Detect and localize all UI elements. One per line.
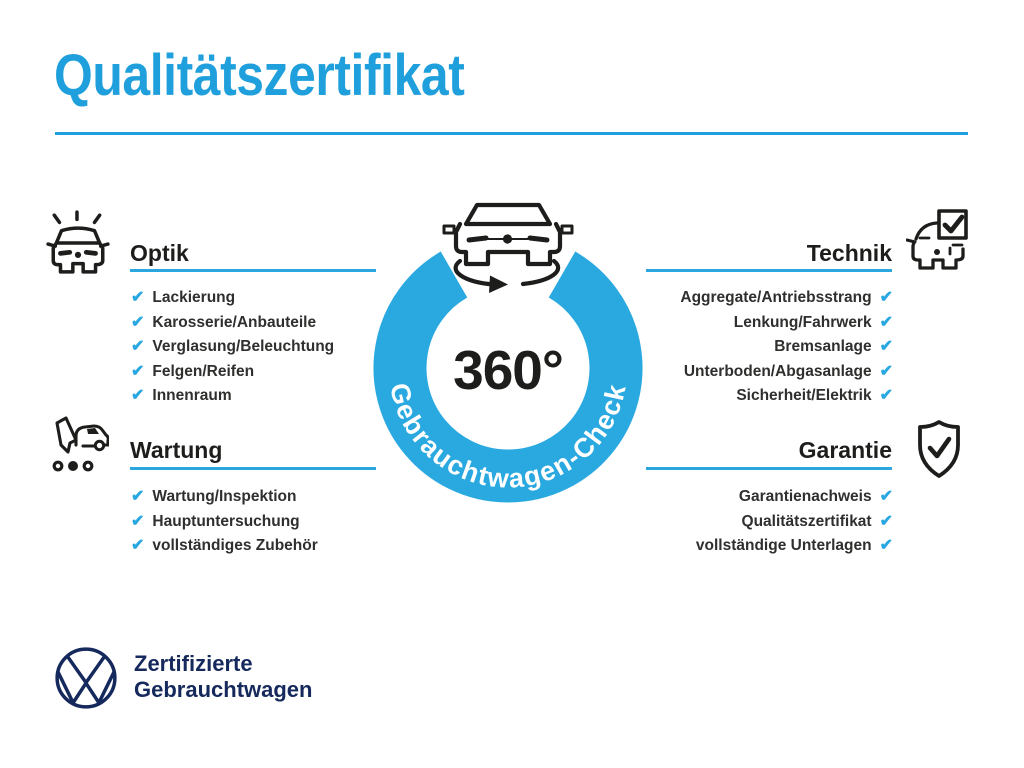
section-title-wartung: Wartung: [130, 437, 223, 463]
section-rule-optik: [130, 269, 376, 272]
badge-360-check: [348, 183, 672, 517]
list-item: Qualitätszertifikat ✔: [741, 512, 893, 530]
badge-value: 360°: [453, 339, 563, 401]
list-item: ✔ vollständiges Zubehör: [131, 537, 318, 555]
check-icon: ✔: [131, 338, 145, 356]
brand-text: [134, 651, 312, 703]
check-icon: ✔: [131, 488, 145, 506]
list-item: ✔ Felgen/Reifen: [131, 362, 255, 380]
car-front-shine-icon: [45, 209, 111, 275]
service-pen-car-icon: [45, 414, 109, 478]
check-icon: ✔: [131, 362, 145, 380]
list-item: ✔ Lackierung: [131, 289, 236, 307]
check-icon: ✔: [879, 537, 893, 555]
list-item: ✔ Karosserie/Anbauteile: [131, 313, 317, 331]
list-item: Aggregate/Antriebsstrang ✔: [680, 289, 893, 307]
list-item: Unterboden/Abgasanlage ✔: [683, 362, 893, 380]
brand-line1: Zertifizierte: [134, 651, 253, 676]
list-item: ✔ Wartung/Inspektion: [131, 488, 297, 506]
car-rotate-360-icon: [444, 205, 572, 285]
badge-ring-label: Gebrauchtwagen-Check: [383, 380, 632, 494]
list-item: ✔ Verglasung/Beleuchtung: [131, 338, 335, 356]
section-rule-wartung: [130, 467, 376, 470]
check-icon: ✔: [879, 387, 893, 405]
section-title-technik: Technik: [806, 240, 892, 266]
check-icon: ✔: [131, 289, 145, 307]
check-icon: ✔: [131, 537, 145, 555]
check-icon: ✔: [131, 313, 145, 331]
vw-logo: [53, 645, 119, 711]
title-divider: [55, 132, 968, 135]
list-item: Bremsanlage ✔: [774, 338, 893, 356]
check-icon: ✔: [879, 362, 893, 380]
section-rule-technik: [646, 269, 892, 272]
optik-check-list: [131, 286, 334, 409]
car-checkbox-icon: [906, 208, 970, 272]
shield-check-icon: [910, 419, 968, 483]
check-icon: ✔: [879, 512, 893, 530]
check-icon: ✔: [879, 338, 893, 356]
wartung-check-list: [131, 485, 318, 559]
garantie-check-list: [696, 485, 893, 559]
brand-line2: Gebrauchtwagen: [134, 677, 313, 702]
section-rule-garantie: [646, 467, 892, 470]
list-item: vollständige Unterlagen ✔: [695, 537, 893, 555]
check-icon: ✔: [879, 488, 893, 506]
list-item: ✔ Hauptuntersuchung: [131, 512, 300, 530]
section-title-optik: Optik: [130, 240, 189, 266]
technik-check-list: [680, 286, 893, 409]
list-item: Garantienachweis ✔: [738, 488, 893, 506]
check-icon: ✔: [131, 512, 145, 530]
list-item: Sicherheit/Elektrik ✔: [736, 387, 893, 405]
check-icon: ✔: [879, 289, 893, 307]
list-item: ✔ Innenraum: [131, 387, 232, 405]
rotate-arrowhead: [489, 276, 508, 294]
list-item: Lenkung/Fahrwerk ✔: [733, 313, 893, 331]
page-title: Qualitätszertifikat: [54, 43, 465, 108]
check-icon: ✔: [131, 387, 145, 405]
section-title-garantie: Garantie: [798, 437, 892, 463]
check-icon: ✔: [879, 313, 893, 331]
